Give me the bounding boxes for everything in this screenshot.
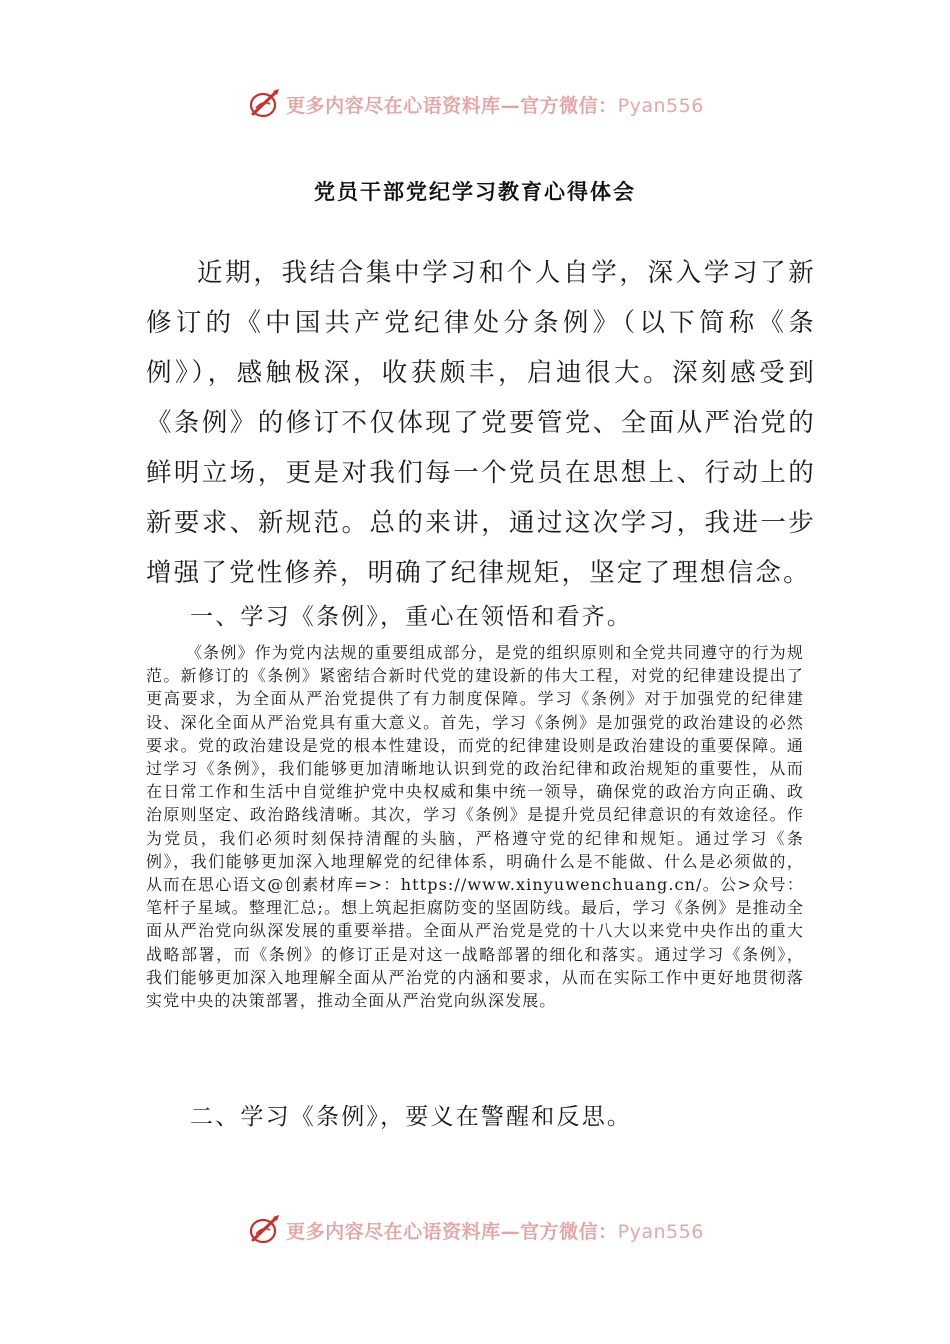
section-1-heading: 一、学习《条例》，重心在领悟和看齐。 bbox=[190, 604, 633, 630]
document-title: 党员干部党纪学习教育心得体会 bbox=[314, 180, 636, 204]
watermark-text: 更多内容尽在心语资料库—官方微信：Pyan556 bbox=[286, 94, 704, 117]
section-2-heading: 二、学习《条例》，要义在警醒和反思。 bbox=[190, 1104, 633, 1130]
watermark-wechat-id: Pyan556 bbox=[617, 94, 704, 117]
header-watermark bbox=[0, 84, 950, 124]
watermark-wechat-id: Pyan556 bbox=[617, 1220, 704, 1243]
footer-watermark bbox=[0, 1210, 950, 1250]
intro-paragraph: 近期，我结合集中学习和个人自学，深入学习了新修订的《中国共产党纪律处分条例》（以下简称《条例》），感触极深，收获颇丰，启迪很大。深刻感受到《条例》的修订不仅体现了党要管党、全面从严治党的鲜明立场，更是对我们每一个党员在思想上、行动上的新要求、新规范。总的来讲，通过这次学习，我进一步增强了党性修养，明确了纪律规矩，坚定了理想信念。 bbox=[146, 258, 816, 588]
section-1-body: 《条例》作为党内法规的重要组成部分，是党的组织原则和全党共同遵守的行为规范。新修订的《条例》紧密结合新时代党的建设新的伟大工程，对党的纪律建设提出了更高要求，为全面从严治党提供了有力制度保障。学习《条例》对于加强党的纪律建设、深化全面从严治党具有重大意义。首先，学习《条例》是加强党的政治建设的必然要求。党的政治建设是党的根本性建设，而党的纪律建设则是政治建设的重要保障。通过学习《条例》，我们能够更加清晰地认识到党的政治纪律和政治规矩的重要性，从而在日常工作和生活中自觉维护党中央权威和集中统一领导，确保党的政治方向正确、政治原则坚定、政治路线清晰。其次，学习《条例》是提升党员纪律意识的有效途径。作为党员，我们必须时刻保持清醒的头脑，严格遵守党的纪律和规矩。通过学习《条例》，我们能够更加深入地理解党的纪律体系，明确什么是不能做、什么是必须做的，从而在思心语文@创素材库=>：https://www.xinyuwenchuang.cn/。公>众号：笔杆子星域。整理汇总;。想上筑起拒腐防变的坚固防线。最后，学习《条例》是推动全面从严治党向纵深发展的重要举措。全面从严治党是党的十八大以来党中央作出的重大战略部署，而《条例》的修订正是对这一战略部署的细化和落实。通过学习《条例》，我们能够更加深入地理解全面从严治党的内涵和要求，从而在实际工作中更好地贯彻落实党中央的决策部署，推动全面从严治党向纵深发展。 bbox=[146, 643, 804, 1011]
pen-logo-icon bbox=[246, 86, 282, 122]
pen-logo-icon bbox=[246, 1212, 282, 1248]
watermark-text: 更多内容尽在心语资料库—官方微信：Pyan556 bbox=[286, 1220, 704, 1243]
